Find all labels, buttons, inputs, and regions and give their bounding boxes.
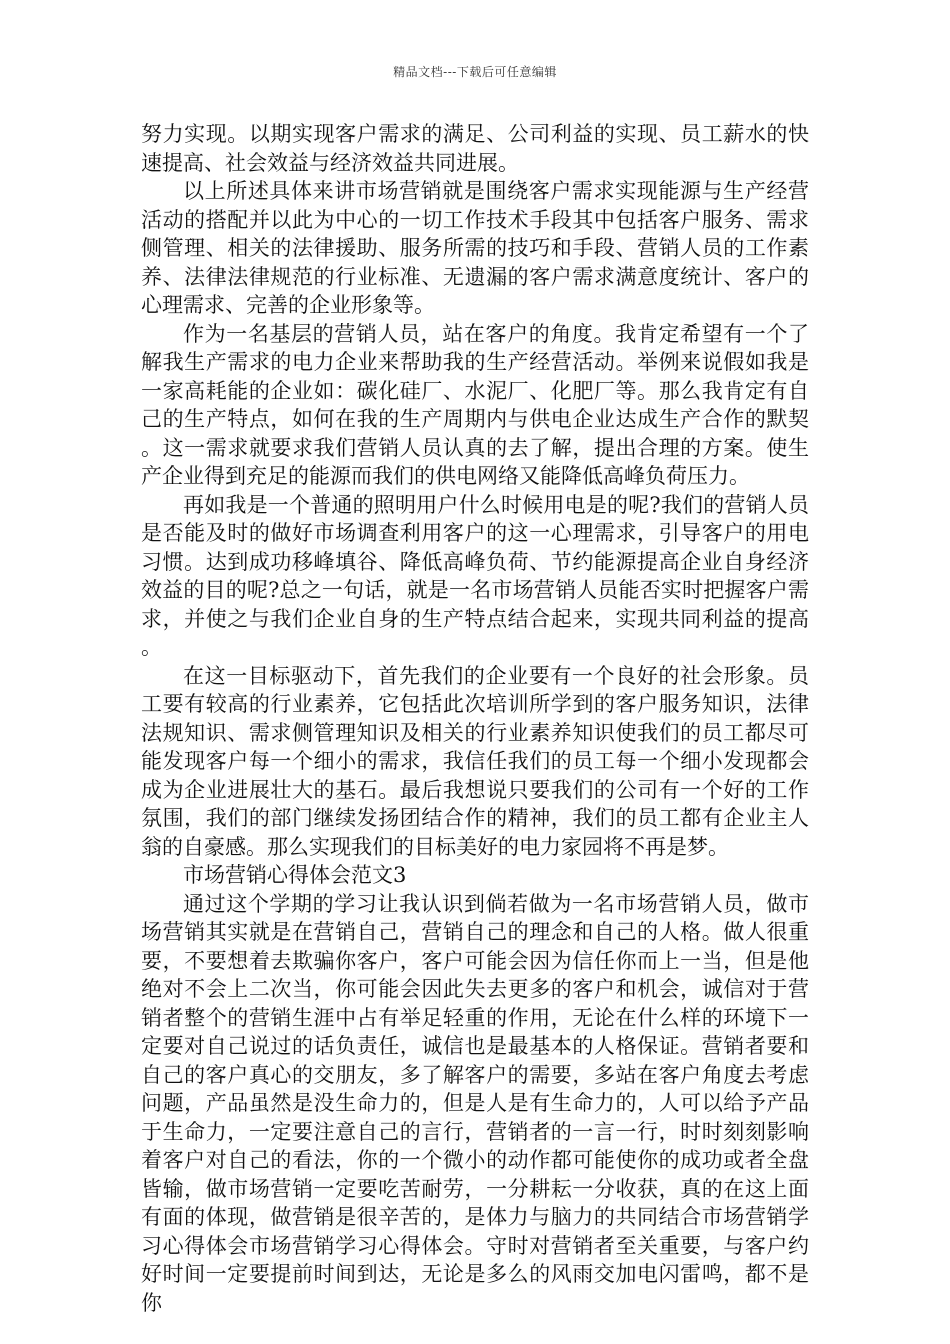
page-header: 精品文档---下载后可任意编辑 [393, 65, 557, 79]
paragraph-2: 以上所述具体来讲市场营销就是围绕客户需求实现能源与生产经营活动的搭配并以此为中心的一切工作技术手段其中包括客户服务、需求侧管理、相关的法律援助、服务所需的技巧和手段、营销人员的工作素养、法律法律规范的行业标准、无遗漏的客户需求满意度统计、客户的心理需求、完善的企业形象等。 [141, 179, 809, 317]
paragraph-3: 作为一名基层的营销人员，站在客户的角度。我肯定希望有一个了解我生产需求的电力企业来帮助我的生产经营活动。举例来说假如我是一家高耗能的企业如：碳化硅厂、水泥厂、化肥厂等。那么我肯定有自己的生产特点，如何在我的生产周期内与供电企业达成生产合作的默契。这一需求就要求我们营销人员认真的去了解，提出合理的方案。使生产企业得到充足的能源而我们的供电网络又能降低高峰负荷压力。 [141, 321, 809, 488]
paragraph-6: 通过这个学期的学习让我认识到倘若做为一名市场营销人员，做市场营销其实就是在营销自己，营销自己的理念和自己的人格。做人很重要，不要想着去欺骗你客户，客户可能会因为信任你而上一当，但是他绝对不会上二次当，你可能会因此失去更多的客户和机会，诚信对于营销者整个的营销生涯中占有举足轻重的作用，无论在什么样的环境下一定要对自己说过的话负责任，诚信也是最基本的人格保证。营销者要和自己的客户真心的交朋友，多了解客户的需要，多站在客户角度去考虑问题，产品虽然是没生命力的，但是人是有生命力的，人可以给予产品于生命力，一定要注意自己的言行，营销者的一言一行，时时刻刻影响着客户对自己的看法，你的一个微小的动作都可能使你的成功或者全盘皆输，做市场营销一定要吃苦耐劳，一分耕耘一分收获，真的在这上面有面的体现，做营销是很辛苦的，是体力与脑力的共同结合市场营销学习心得体会市场营销学习心得体会。守时对营销者至关重要，与客户约好时间一定要提前时间到达，无论是多么的风雨交加电闪雷鸣，都不是你 [141, 891, 809, 1315]
paragraph-4: 再如我是一个普通的照明用户什么时候用电是的呢?我们的营销人员是否能及时的做好市场调查利用客户的这一心理需求，引导客户的用电习惯。达到成功移峰填谷、降低高峰负荷、节约能源提高企业自身经济效益的目的呢?总之一句话，就是一名市场营销人员能否实时把握客户需求，并使之与我们企业自身的生产特点结合起来，实现共同利益的提高。 [141, 492, 809, 659]
section-heading: 市场营销心得体会范文3 [183, 863, 407, 887]
paragraph-1: 努力实现。以期实现客户需求的满足、公司利益的实现、员工薪水的快速提高、社会效益与经济效益共同进展。 [141, 122, 809, 175]
document-body [141, 120, 809, 1317]
paragraph-5: 在这一目标驱动下，首先我们的企业要有一个良好的社会形象。员工要有较高的行业素养，它包括此次培训所学到的客户服务知识，法律法规知识、需求侧管理知识及相关的行业素养知识使我们的员工都尽可能发现客户每一个细小的需求，我信任我们的员工每一个细小发现都会成为企业进展壮大的基石。最后我想说只要我们的公司有一个好的工作氛围，我们的部门继续发扬团结合作的精神，我们的员工都有企业主人翁的自豪感。那么实现我们的目标美好的电力家园将不再是梦。 [141, 663, 809, 859]
